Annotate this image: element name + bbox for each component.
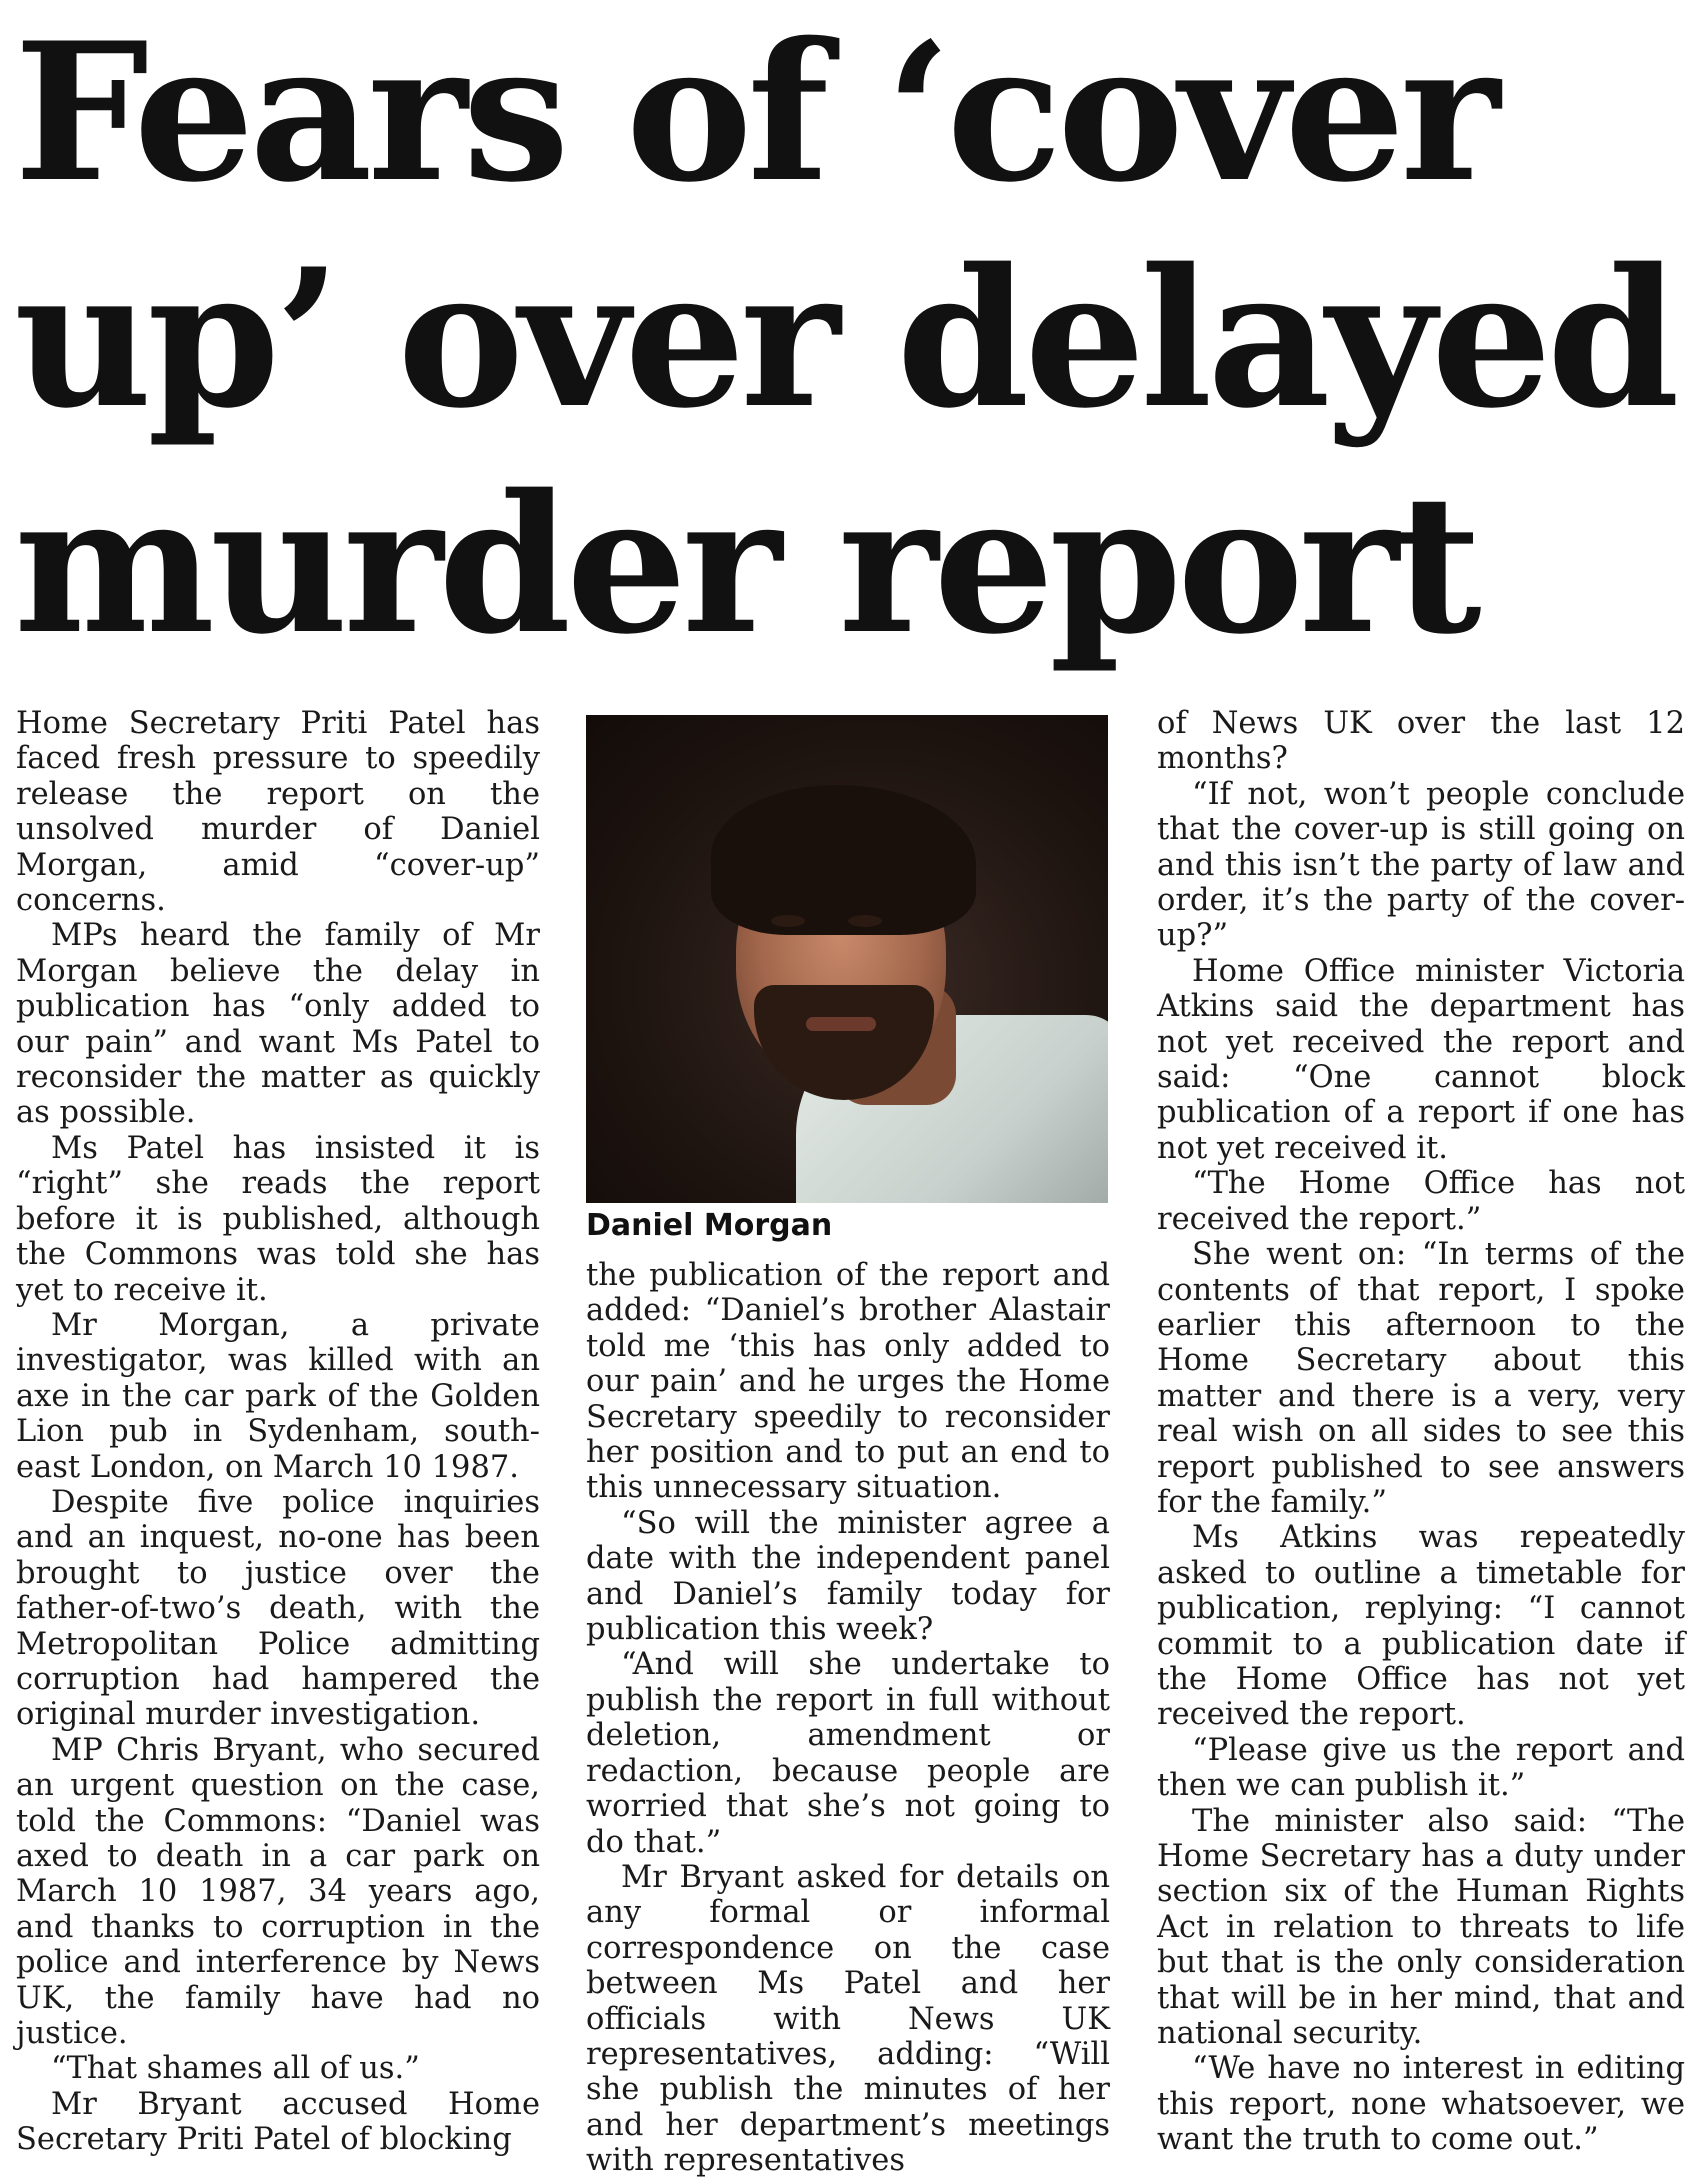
paragraph: “The Home Office has not received the report.” xyxy=(1157,1166,1685,1237)
headline-line-2: up’ over delayed xyxy=(14,227,1675,450)
daniel-morgan-photo xyxy=(586,715,1108,1203)
paragraph: “So will the minister agree a date with the independent panel and Daniel’s family today for publication this week? xyxy=(586,1505,1110,1648)
article-column-1 xyxy=(16,706,540,2158)
paragraph: The minister also said: “The Home Secretary has a duty under section six of the Human Rights Act in relation to threats to life but that is the only consideration that will be in her mind, that and national security. xyxy=(1157,1803,1685,2052)
paragraph: Mr Morgan, a private investigator, was killed with an axe in the car park of the Golden Lion pub in Sydenham, south-east London, on March 10 1987. xyxy=(16,1307,540,1485)
paragraph: the publication of the report and added: “Daniel’s brother Alastair told me ‘this has only added to our pain’ and he urges the Home Secretary speedily to reconsider her position and to put an end to this unnecessary situation. xyxy=(586,1258,1110,1506)
article-column-3 xyxy=(1157,706,1685,2158)
paragraph: “Please give us the report and then we can publish it.” xyxy=(1157,1732,1685,1804)
paragraph: of News UK over the last 12 months? xyxy=(1157,706,1685,777)
paragraph: Mr Bryant asked for details on any formal or informal correspondence on the case between Ms Patel and her officials with News UK representatives, adding: “Will she publish the minutes of her and her department’s meetings with representatives xyxy=(586,1859,1110,2179)
photo-caption: Daniel Morgan xyxy=(586,1208,833,1243)
headline xyxy=(14,0,1694,678)
paragraph: MPs heard the family of Mr Morgan believe the delay in publication has “only added to our pain” and want Ms Patel to reconsider the matter as quickly as possible. xyxy=(16,918,540,1131)
paragraph: “We have no interest in editing this report, none whatsoever, we want the truth to come out.” xyxy=(1157,2051,1685,2158)
paragraph: MP Chris Bryant, who secured an urgent question on the case, told the Commons: “Daniel was axed to death in a car park on March 10 1987, 34 years ago, and thanks to corruption in the police and interference by News UK, the family have had no justice. xyxy=(16,1732,540,2052)
paragraph: Despite five police inquiries and an inquest, no-one has been brought to justice over the father-of-two’s death, with the Metropolitan Police admitting corruption had hampered the original murder investigation. xyxy=(16,1484,540,1733)
paragraph: Home Office minister Victoria Atkins said the department has not yet received the report and said: “One cannot block publication of a report if one has not yet received it. xyxy=(1157,953,1685,1166)
paragraph: Ms Atkins was repeatedly asked to outline a timetable for publication, replying: “I cannot commit to a publication date if the Home Office has not yet received the report. xyxy=(1157,1520,1685,1733)
paragraph: “That shames all of us.” xyxy=(51,2051,420,2087)
paragraph: She went on: “In terms of the contents of that report, I spoke earlier this afternoon to the Home Secretary about this matter and there is a very, very real wish on all sides to see this report published to see answers for the family.” xyxy=(1157,1237,1685,1520)
article-column-2 xyxy=(586,1258,1110,2179)
paragraph: “If not, won’t people conclude that the cover-up is still going on and this isn’t the party of law and order, it’s the party of the cover-up?” xyxy=(1157,776,1685,954)
headline-line-1: Fears of ‘cover xyxy=(14,1,1496,224)
paragraph: Home Secretary Priti Patel has faced fresh pressure to speedily release the report on the unsolved murder of Daniel Morgan, amid “cover-up” concerns. xyxy=(16,706,540,919)
paragraph: “And will she undertake to publish the report in full without deletion, amendment or redaction, because people are worried that she’s not going to do that.” xyxy=(586,1647,1110,1860)
paragraph: Mr Bryant accused Home Secretary Priti Patel of blocking xyxy=(16,2086,540,2158)
paragraph: Ms Patel has insisted it is “right” she reads the report before it is published, although the Commons was told she has yet to receive it. xyxy=(16,1130,540,1308)
headline-line-3: murder report xyxy=(14,453,1477,676)
